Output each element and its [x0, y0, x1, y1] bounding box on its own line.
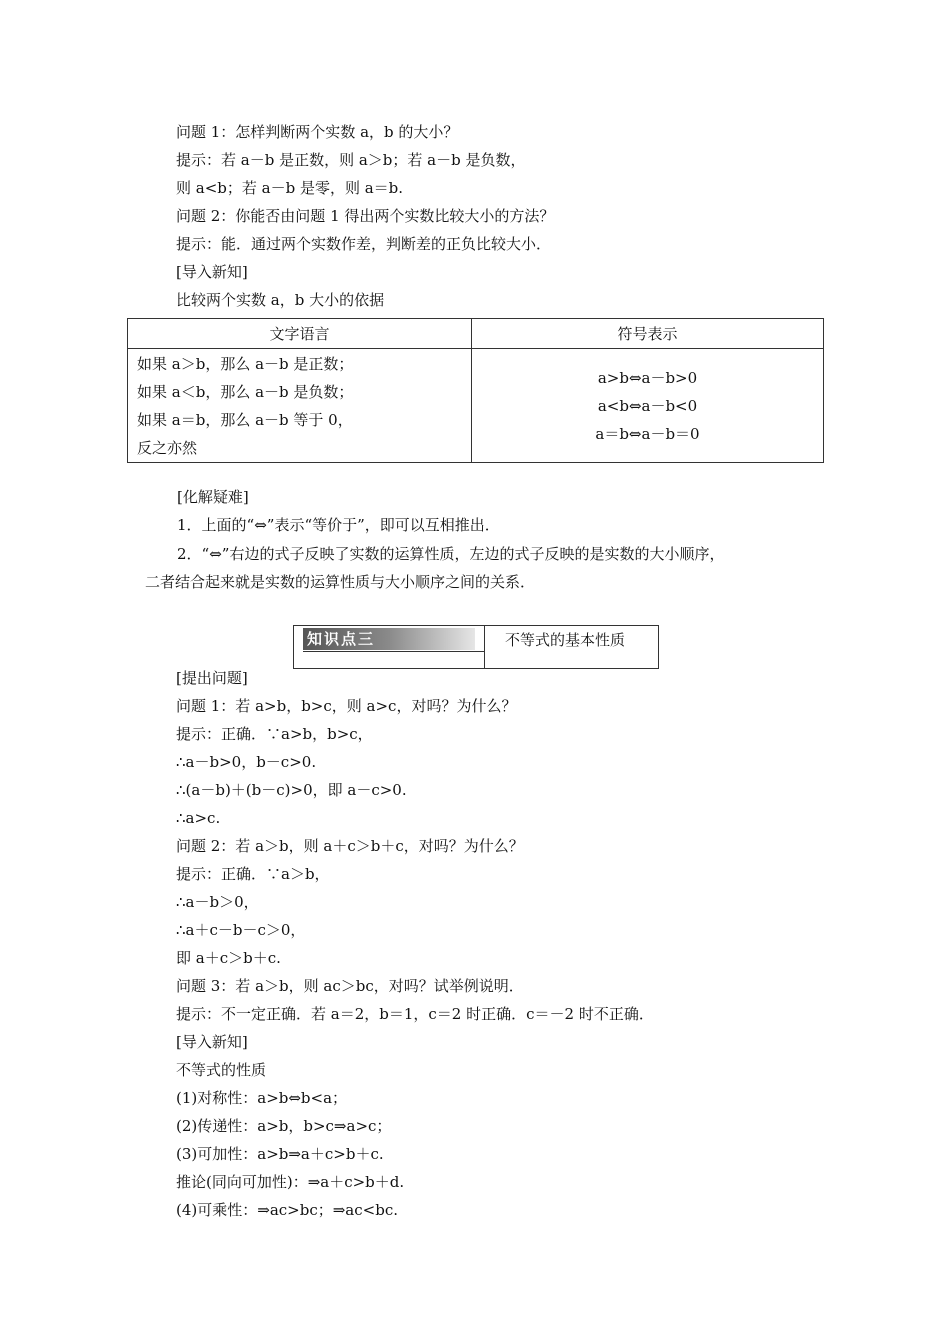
table-text-line: 如果 a＞b，那么 a－b 是正数；	[137, 354, 354, 373]
prop-hint-1-line-1: 提示：正确．∵a>b，b>c，	[176, 725, 373, 743]
property-transitivity: (2)传递性：a>b，b>c⇒a>c；	[176, 1117, 392, 1135]
property-list-title: 不等式的性质	[176, 1061, 267, 1079]
prop-hint-2-line-2: ∴a－b＞0，	[176, 893, 259, 911]
knowledge-point-tag-label: 知识点三	[307, 630, 376, 648]
property-corollary: 推论(同向可加性)：⇒a＋c>b＋d.	[176, 1173, 405, 1191]
property-multiplicativity: (4)可乘性：⇒ac>bc；⇒ac<bc.	[176, 1201, 398, 1219]
knowledge-point-title: 不等式的基本性质	[505, 631, 626, 649]
clarify-point-1: 1．上面的“⇔”表示“等价于”，即可以互相推出．	[177, 516, 500, 534]
prop-hint-2-line-4: 即 a＋c＞b＋c.	[176, 949, 281, 967]
section-heading-ask: [提出问题]	[176, 669, 248, 687]
hint-1-line-1: 提示：若 a－b 是正数，则 a＞b；若 a－b 是负数，	[176, 151, 526, 169]
prop-question-1: 问题 1：若 a>b，b>c，则 a>c，对吗？为什么？	[176, 697, 517, 715]
property-additivity: (3)可加性：a>b⇒a＋c>b＋c.	[176, 1145, 384, 1163]
table-cell-symbol	[472, 349, 824, 463]
banner-underline	[303, 651, 484, 652]
prop-hint-1-line-4: ∴a>c.	[176, 809, 221, 827]
prop-hint-2-line-1: 提示：正确．∵a＞b，	[176, 865, 330, 883]
section-heading-clarify: [化解疑难]	[177, 488, 249, 506]
section-heading-new-knowledge-2: [导入新知]	[176, 1033, 248, 1051]
clarify-point-2-line-1: 2．“⇔”右边的式子反映了实数的运算性质，左边的式子反映的是实数的大小顺序，	[177, 545, 725, 563]
hint-2: 提示：能．通过两个实数作差，判断差的正负比较大小．	[176, 235, 552, 253]
knowledge-point-tag	[303, 628, 475, 650]
prop-hint-3: 提示：不一定正确．若 a＝2，b＝1，c＝2 时正确．c＝－2 时不正确．	[176, 1005, 654, 1023]
table-cell-text	[128, 349, 472, 463]
table-row	[128, 349, 824, 463]
prop-hint-1-line-2: ∴a－b>0，b－c>0.	[176, 753, 317, 771]
banner-divider	[484, 626, 485, 668]
prop-hint-1-line-3: ∴(a－b)＋(b－c)>0，即 a－c>0.	[176, 781, 407, 799]
table-text-line: 如果 a＜b，那么 a－b 是负数；	[137, 382, 354, 401]
comparison-table	[127, 318, 824, 463]
hint-1-line-2: 则 a<b；若 a－b 是零，则 a＝b.	[176, 179, 404, 197]
knowledge-point-banner	[293, 625, 659, 669]
question-1: 问题 1：怎样判断两个实数 a，b 的大小？	[176, 123, 459, 141]
table-header-symbol: 符号表示	[472, 319, 824, 349]
prop-question-2: 问题 2：若 a＞b，则 a＋c＞b＋c，对吗？为什么？	[176, 837, 524, 855]
section-heading-new-knowledge: [导入新知]	[176, 263, 248, 281]
prop-question-3: 问题 3：若 a＞b，则 ac＞bc，对吗？试举例说明．	[176, 977, 524, 995]
table-text-line: 如果 a＝b，那么 a－b 等于 0，	[137, 410, 353, 429]
question-2: 问题 2：你能否由问题 1 得出两个实数比较大小的方法？	[176, 207, 555, 225]
prop-hint-2-line-3: ∴a＋c－b－c＞0，	[176, 921, 306, 939]
table-header-row	[128, 319, 824, 349]
table-header-text-language: 文字语言	[128, 319, 472, 349]
table-symbol-line: a<b⇔a－b<0	[597, 396, 698, 415]
table-symbol-line: a>b⇔a－b>0	[597, 368, 698, 387]
comparison-basis-title: 比较两个实数 a，b 大小的依据	[176, 291, 385, 309]
clarify-point-2-line-2: 二者结合起来就是实数的运算性质与大小顺序之间的关系．	[145, 573, 536, 591]
table-symbol-line: a＝b⇔a－b＝0	[595, 424, 700, 443]
table-text-line: 反之亦然	[137, 438, 198, 457]
property-symmetry: (1)对称性：a>b⇔b<a；	[176, 1089, 348, 1107]
